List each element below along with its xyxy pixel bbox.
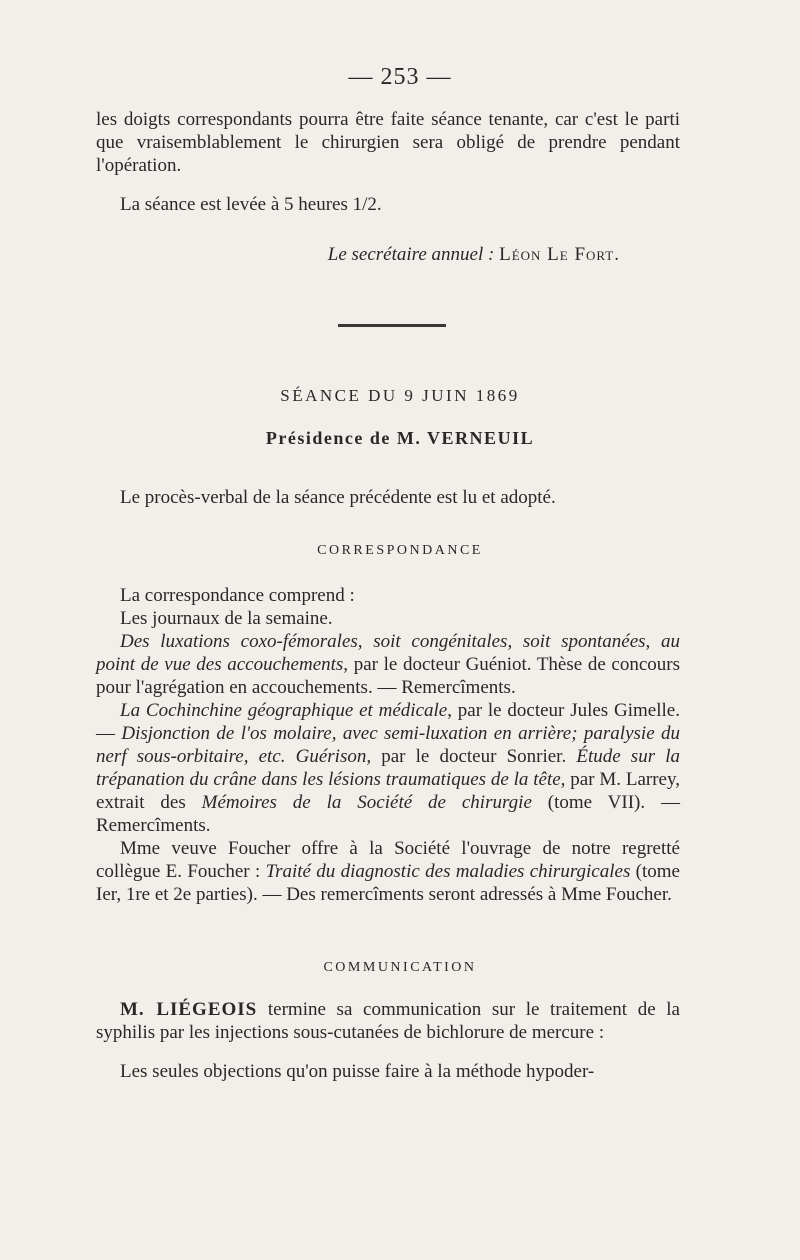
item2-mid2: par le docteur Sonrier. <box>381 746 567 767</box>
item3-title: Traité du diagnostic des maladies chirurgicales <box>265 861 631 882</box>
communication-section <box>96 998 680 1083</box>
secretary-label: Le secrétaire annuel : <box>327 244 495 265</box>
section-divider <box>338 324 446 327</box>
session-title: SÉANCE DU 9 JUIN 1869 <box>280 386 520 405</box>
correspondance-item-3 <box>96 837 680 906</box>
minutes-paragraph: Le procès-verbal de la séance précédente est lu et adopté. <box>120 487 556 508</box>
item1-rest: par le docteur Guéniot. Thèse de concours pour l'agrégation en accouchements. — Remercîments. <box>96 654 680 698</box>
continuation-paragraph: les doigts correspondants pourra être faite séance tenante, car c'est le parti que vraisemblablement le chirurgien sera obligé de prendre pendant l'opération. <box>96 109 680 176</box>
secretary-signature <box>328 243 620 266</box>
correspondance-section <box>96 584 680 906</box>
speaker-name: M. LIÉGEOIS <box>120 999 258 1020</box>
item2-title2: Disjonction de l'os molaire, avec semi-luxation en arrière; paralysie du nerf sous-orbitaire, etc. Guérison, <box>96 723 680 767</box>
item3-a: Mme veuve Foucher offre à la Société l'ouvrage de notre regretté collègue E. Foucher : <box>96 838 680 882</box>
item2-mid: , par le docteur Jules Gimelle. — <box>96 700 680 744</box>
correspondance-item-1 <box>96 630 680 699</box>
communication-text-1: termine sa communication sur le traitement de la syphilis par les injections sous-cutanées de bichlorure de mercure : <box>96 999 680 1043</box>
intro-section <box>96 108 680 216</box>
correspondance-intro: La correspondance comprend : <box>120 585 355 606</box>
communication-heading: COMMUNICATION <box>323 960 477 975</box>
communication-paragraph-2: Les seules objections qu'on puisse faire à la méthode hypoder- <box>120 1061 595 1082</box>
presidency-line: Présidence de M. VERNEUIL <box>265 428 535 448</box>
item2-mid3: par M. Larrey, extrait des <box>96 769 681 813</box>
item3-b: (tome Ier, 1re et 2e parties). — Des remercîments seront adressés à Mme Foucher. <box>96 861 680 905</box>
secretary-name: Léon Le Fort. <box>499 244 620 265</box>
item2-title4: Mémoires de la Société de chirurgie <box>201 792 532 813</box>
correspondance-heading: CORRESPONDANCE <box>317 543 483 558</box>
journals-line: Les journaux de la semaine. <box>120 608 333 629</box>
adjourned-paragraph: La séance est levée à 5 heures 1/2. <box>120 194 382 215</box>
item2-title3: Étude sur la trépanation du crâne dans les lésions traumatiques de la tête, <box>96 746 681 790</box>
communication-paragraph-1 <box>96 998 680 1044</box>
item1-title: Des luxations coxo-fémorales, soit congénitales, soit spontanées, au point de vue des accouchements, <box>96 631 680 675</box>
page-number: — 253 — <box>348 64 452 90</box>
correspondance-item-2 <box>96 699 680 837</box>
item2-title: La Cochinchine géographique et médicale <box>120 700 448 721</box>
item2-end: (tome VII). — Remercîments. <box>96 792 680 836</box>
